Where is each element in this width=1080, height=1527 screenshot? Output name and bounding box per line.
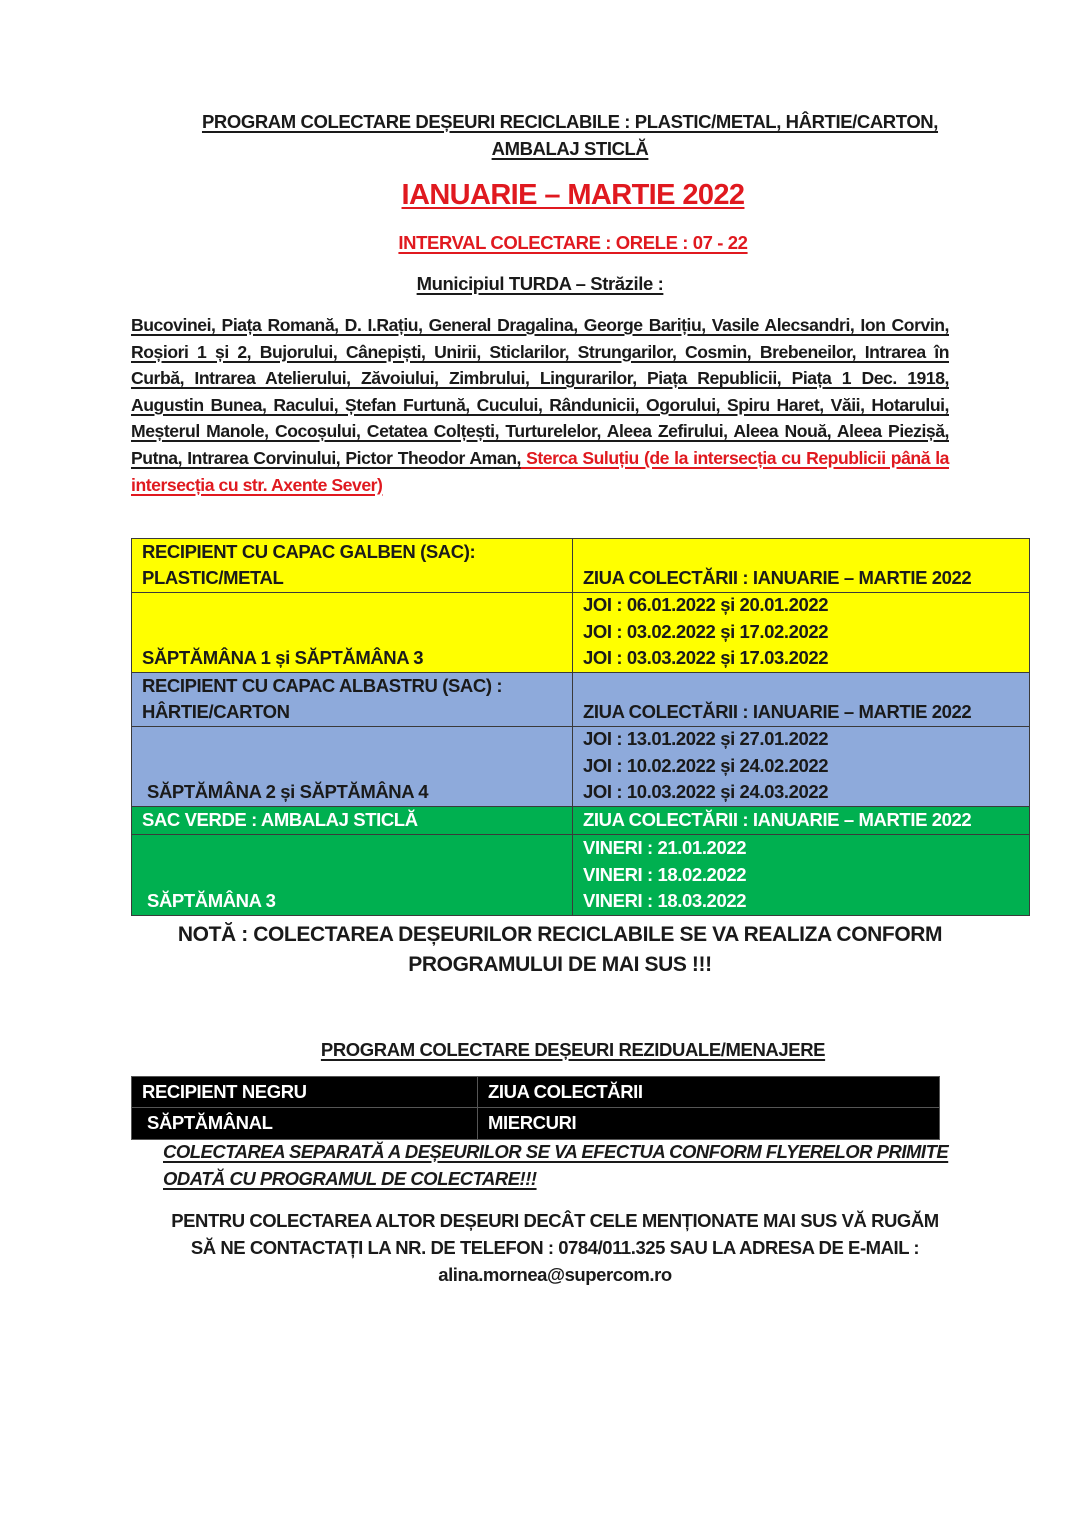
municipality-heading (0, 271, 1080, 297)
residual-title-text: PROGRAM COLECTARE DEȘEURI REZIDUALE/MENAJERE (320, 1039, 826, 1060)
green-weeks-cell (132, 835, 573, 915)
yellow-dates-row (132, 593, 1029, 673)
note-line-1: NOTĂ : COLECTAREA DEȘEURILOR RECICLABILE SE VA REALIZA CONFORM (177, 923, 943, 946)
green-container: SAC VERDE : AMBALAJ STICLĂ (142, 809, 418, 831)
street-list (131, 312, 949, 498)
green-day-header-cell (573, 807, 1029, 834)
green-date-2: VINERI : 18.02.2022 (583, 863, 747, 885)
yellow-header-row (132, 539, 1029, 593)
document-title (160, 108, 980, 162)
collection-interval (0, 230, 1080, 256)
green-date-1: VINERI : 21.01.2022 (583, 837, 747, 859)
green-dates-cell (573, 835, 1029, 915)
yellow-date-2: JOI : 03.02.2022 și 17.02.2022 (583, 620, 829, 642)
blue-dates-row (132, 727, 1029, 807)
blue-date-2: JOI : 10.02.2022 și 24.02.2022 (583, 754, 829, 776)
blue-container-cell (132, 673, 573, 726)
residual-day-cell: MIERCURI (488, 1112, 577, 1133)
yellow-container-line2: PLASTIC/METAL (142, 567, 284, 589)
separate-line-2: ODATĂ CU PROGRAMUL DE COLECTARE!!! (163, 1168, 537, 1189)
residual-schedule-table (131, 1076, 940, 1140)
contact-info (150, 1207, 960, 1288)
yellow-date-1: JOI : 06.01.2022 și 20.01.2022 (583, 594, 829, 616)
yellow-container-line1: RECIPIENT CU CAPAC GALBEN (SAC): (142, 540, 476, 562)
blue-weeks-cell (132, 727, 573, 806)
blue-date-1: JOI : 13.01.2022 și 27.01.2022 (583, 728, 829, 750)
blue-container-line2: HÂRTIE/CARTON (142, 701, 290, 723)
blue-weeks: SĂPTĂMÂNA 2 și SĂPTĂMÂNA 4 (147, 781, 429, 803)
recyclables-note (120, 920, 1000, 980)
residual-heading (0, 1037, 1080, 1063)
blue-container-line1: RECIPIENT CU CAPAC ALBASTRU (SAC) : (142, 674, 503, 696)
yellow-container-cell (132, 539, 573, 592)
residual-row-1 (132, 1077, 939, 1108)
note-line-2: PROGRAMULUI DE MAI SUS !!! (408, 953, 712, 976)
residual-frequency-cell: SĂPTĂMÂNAL (132, 1108, 478, 1139)
blue-header-row (132, 673, 1029, 727)
contact-email: alina.mornea@supercom.ro (438, 1264, 672, 1285)
period-heading (0, 176, 1080, 214)
municipality-text: Municipiul TURDA – Străzile : (416, 273, 664, 294)
residual-day-header-cell: ZIUA COLECTĂRII (488, 1081, 643, 1102)
yellow-dates-cell (573, 593, 1029, 672)
yellow-weeks-cell (132, 593, 573, 672)
title-line-1: PROGRAM COLECTARE DEȘEURI RECICLABILE : PLASTIC/METAL, HÂRTIE/CARTON, (201, 111, 939, 132)
green-day-header: ZIUA COLECTĂRII : IANUARIE – MARTIE 2022 (583, 809, 972, 831)
yellow-day-header: ZIUA COLECTĂRII : IANUARIE – MARTIE 2022 (583, 567, 972, 589)
blue-dates-cell (573, 727, 1029, 806)
interval-text: INTERVAL COLECTARE : ORELE : 07 - 22 (398, 232, 748, 253)
green-dates-row (132, 835, 1029, 915)
green-header-row (132, 807, 1029, 835)
streets-highlighted: Sterca Suluțiu (de la intersecția cu Republicii până la intersecția cu str. Axente Sever) (131, 447, 949, 495)
separate-line-1: COLECTAREA SEPARATĂ A DEȘEURILOR SE VA EFECTUA CONFORM FLYERELOR PRIMITE (163, 1141, 949, 1162)
period-text: IANUARIE – MARTIE 2022 (401, 179, 745, 211)
yellow-day-header-cell (573, 539, 1029, 592)
contact-line-2: SĂ NE CONTACTAȚI LA NR. DE TELEFON : 0784/011.325 SAU LA ADRESA DE E-MAIL : (190, 1237, 920, 1258)
green-weeks: SĂPTĂMÂNA 3 (147, 890, 276, 912)
residual-row-2 (132, 1108, 939, 1139)
blue-day-header-cell (573, 673, 1029, 726)
yellow-weeks: SĂPTĂMÂNA 1 și SĂPTĂMÂNA 3 (142, 647, 424, 669)
separate-collection-notice (163, 1138, 963, 1192)
streets-text: Bucovinei, Piața Romană, D. I.Rațiu, General Dragalina, George Barițiu, Vasile Alecsandri, Ion Corvin, Roșiori 1 și 2, Bujorului, Cânepiști, Unirii, Sticlarilor, Strungarilor, Cosmin, Brebeneilor, Intrarea în Curbă, Intrarea Atelierului, Zăvoiului, Zimbrului, Lingurarilor, Piața Republicii, Piața 1 Dec. 1918, Augustin Bunea, Racului, Ștefan Furtună, Cucului, Rândunicii, Ogorului, Spiru Haret, Văii, Hotarului, Meșterul Manole, Cocoșului, Cetatea Colțești, Turturelelor, Aleea Zefirului, Aleea Nouă, Aleea Piezișă, Putna, Intrarea Corvinului, Pictor Theodor Aman, (131, 315, 949, 468)
title-line-2: AMBALAJ STICLĂ (491, 138, 649, 159)
residual-container-cell: RECIPIENT NEGRU (132, 1077, 478, 1107)
green-date-3: VINERI : 18.03.2022 (583, 890, 747, 912)
yellow-date-3: JOI : 03.03.2022 și 17.03.2022 (583, 647, 829, 669)
blue-day-header: ZIUA COLECTĂRII : IANUARIE – MARTIE 2022 (583, 701, 972, 723)
blue-date-3: JOI : 10.03.2022 și 24.03.2022 (583, 781, 829, 803)
green-container-cell (132, 807, 573, 834)
recyclables-schedule-table (131, 538, 1030, 916)
contact-line-1: PENTRU COLECTAREA ALTOR DEȘEURI DECÂT CELE MENȚIONATE MAI SUS VĂ RUGĂM (171, 1210, 939, 1231)
